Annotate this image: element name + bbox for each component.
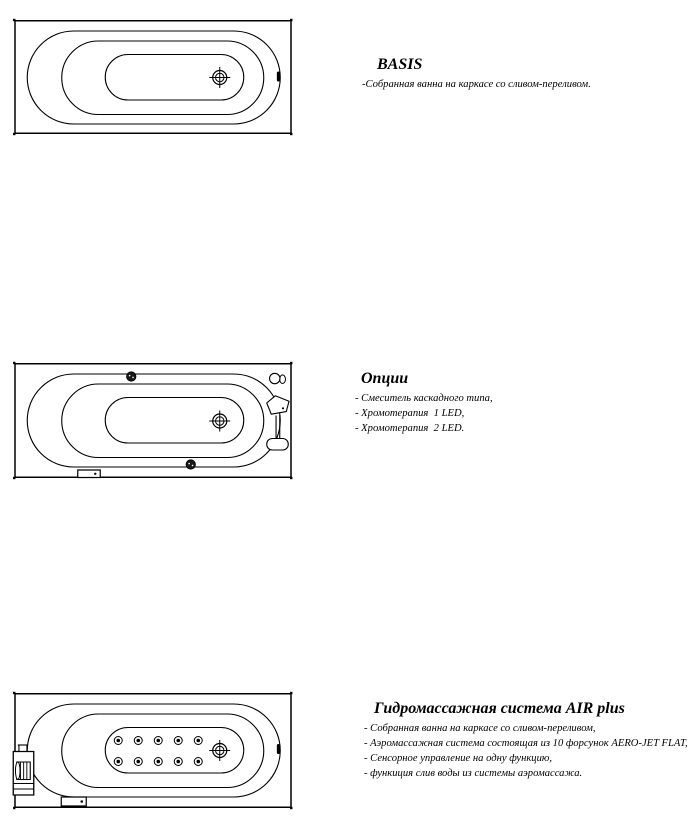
air-jet-icon	[114, 737, 122, 745]
tub-bottom-outline	[105, 398, 244, 444]
air-jet-icon	[154, 737, 162, 745]
feature-item: - Собранная ванна на каркасе со сливом-переливом,	[364, 723, 596, 734]
section-basis-text	[362, 55, 591, 92]
feature-item: - Хромотерапия 1 LED,	[355, 408, 465, 419]
overflow-icon	[277, 72, 280, 82]
tub-rim-outline	[27, 704, 280, 797]
frame-corner-ticks	[13, 692, 292, 809]
section-basis-title: BASIS	[377, 56, 423, 73]
air-jet-icon	[174, 758, 182, 766]
frame-corner-ticks	[13, 362, 292, 479]
air-jet-icon	[154, 758, 162, 766]
bathtub-drawing-air-plus	[14, 693, 292, 808]
air-jet-icon	[134, 758, 142, 766]
drain-icon	[209, 67, 230, 88]
led-light-icon	[127, 372, 136, 381]
tub-inner-wall-outline	[62, 41, 264, 115]
overflow-icon	[277, 744, 280, 754]
feature-item: -Собранная ванна на каркасе со сливом-переливом.	[362, 79, 591, 90]
led-light-icon	[186, 460, 195, 469]
air-jets	[114, 737, 202, 766]
tub-inner-wall-outline	[62, 714, 264, 788]
section-options-title: Опции	[361, 370, 409, 387]
section-air-plus-text	[364, 699, 688, 781]
control-panel-icon	[78, 470, 101, 478]
air-jet-icon	[114, 758, 122, 766]
frame-corner-ticks	[13, 19, 292, 135]
feature-item: - функиция слив воды из системы аэромассажа.	[364, 768, 583, 779]
air-pump-icon	[13, 745, 34, 795]
section-options-text	[355, 369, 493, 436]
air-jet-icon	[174, 737, 182, 745]
feature-item: - Сенсорное управление на одну функцию,	[364, 753, 553, 764]
drain-icon	[209, 740, 230, 761]
drain-icon	[209, 411, 230, 432]
feature-item: - Хромотерапия 2 LED.	[355, 423, 465, 434]
tub-rim-outline	[27, 31, 280, 124]
tub-rim-outline	[27, 374, 280, 467]
tub-frame	[15, 364, 291, 478]
tub-frame	[15, 694, 291, 808]
air-jet-icon	[134, 737, 142, 745]
bathtub-drawing-options	[14, 363, 292, 478]
cascade-mixer-icon	[267, 373, 289, 450]
air-jet-icon	[194, 737, 202, 745]
air-jet-icon	[194, 758, 202, 766]
bathtub-drawing-basis	[14, 20, 292, 134]
feature-item: - Аэромассажная система состоящая из 10 форсунок AERO-JET FLAT,	[364, 738, 688, 749]
tub-frame	[15, 21, 291, 134]
sensor-panel-icon	[61, 797, 86, 806]
section-air-plus-title: Гидромассажная система AIR plus	[374, 700, 625, 717]
tub-inner-wall-outline	[62, 384, 264, 458]
feature-item: - Смеситель каскадного типа,	[355, 393, 493, 404]
